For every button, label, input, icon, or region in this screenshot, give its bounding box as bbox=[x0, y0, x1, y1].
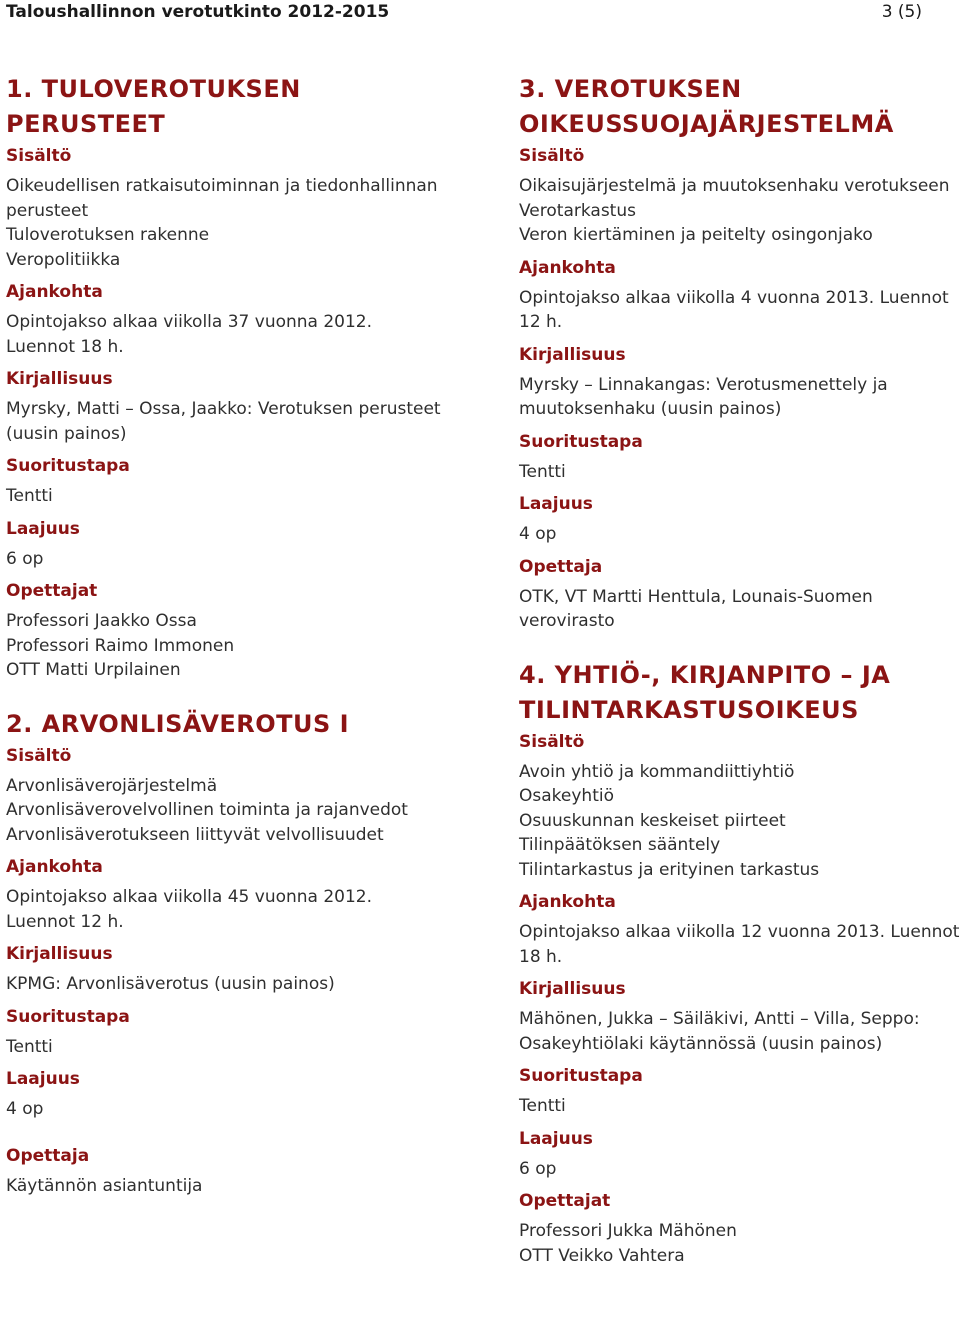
label-kirjallisuus: Kirjallisuus bbox=[519, 979, 626, 999]
opettajat-list bbox=[6, 609, 442, 683]
sisalto-item: Tilinpäätöksen sääntely bbox=[519, 835, 721, 855]
sisalto-item: Osakeyhtiö bbox=[519, 786, 614, 806]
sisalto-item: Arvonlisäverovelvollinen toiminta ja rajanvedot bbox=[6, 800, 408, 820]
label-sisalto: Sisältö bbox=[519, 731, 585, 752]
kirjallisuus-item: Myrsky, Matti – Ossa, Jaakko: Verotuksen perusteet (uusin painos) bbox=[6, 399, 441, 444]
opettaja-item: Professori Jaakko Ossa bbox=[6, 611, 197, 631]
label-ajankohta: Ajankohta bbox=[519, 892, 616, 912]
kirjallisuus-item: Myrsky – Linnakangas: Verotusmenettely ja muutoksenhaku (uusin painos) bbox=[519, 374, 888, 419]
label-sisalto: Sisältö bbox=[6, 146, 72, 166]
document-header-title: Taloushallinnon verotutkinto 2012-2015 bbox=[6, 2, 390, 22]
opettajat-list bbox=[519, 1219, 960, 1268]
course-section-2 bbox=[6, 707, 442, 1199]
label-opettajat: Opettajat bbox=[6, 581, 98, 601]
label-laajuus: Laajuus bbox=[519, 494, 593, 514]
sisalto-item: Tuloverotuksen rakenne bbox=[6, 225, 210, 245]
label-kirjallisuus: Kirjallisuus bbox=[6, 369, 113, 389]
laajuus-text: 6 op bbox=[519, 1158, 557, 1179]
label-opettaja: Opettaja bbox=[6, 1145, 90, 1166]
sisalto-item: Arvonlisäverojärjestelmä bbox=[6, 775, 218, 796]
section-title: 1. TULOVEROTUKSEN PERUSTEET bbox=[6, 75, 301, 138]
course-section-3 bbox=[519, 72, 960, 634]
section-title: 2. ARVONLISÄVEROTUS I bbox=[6, 709, 350, 738]
opettaja-item: Professori Jukka Mähönen bbox=[519, 1221, 737, 1241]
label-sisalto: Sisältö bbox=[6, 745, 72, 766]
suoritustapa-text: Tentti bbox=[519, 461, 566, 482]
opettajat-list bbox=[6, 1174, 442, 1199]
label-suoritustapa: Suoritustapa bbox=[6, 1006, 130, 1027]
sisalto-item: Tilintarkastus ja erityinen tarkastus bbox=[519, 859, 820, 880]
page-number: 3 (5) bbox=[881, 2, 922, 22]
ajankohta-text: Opintojakso alkaa viikolla 4 vuonna 2013. Luennot 12 h. bbox=[519, 287, 949, 332]
opettaja-item: OTT Veikko Vahtera bbox=[519, 1245, 685, 1266]
left-column bbox=[6, 72, 442, 1198]
sisalto-list bbox=[6, 174, 442, 272]
label-kirjallisuus: Kirjallisuus bbox=[6, 944, 113, 964]
label-laajuus: Laajuus bbox=[6, 518, 80, 539]
suoritustapa-text: Tentti bbox=[6, 486, 53, 506]
ajankohta-text: Opintojakso alkaa viikolla 12 vuonna 2013. Luennot 18 h. bbox=[519, 922, 960, 967]
sisalto-item: Veron kiertäminen ja peitelty osingonjako bbox=[519, 225, 873, 245]
sisalto-list bbox=[519, 174, 960, 248]
suoritustapa-text: Tentti bbox=[519, 1096, 566, 1116]
label-ajankohta: Ajankohta bbox=[6, 282, 103, 302]
opettaja-item: OTT Matti Urpilainen bbox=[6, 660, 181, 680]
label-ajankohta: Ajankohta bbox=[6, 857, 103, 877]
suoritustapa-text: Tentti bbox=[6, 1036, 53, 1057]
laajuus-text: 4 op bbox=[519, 524, 557, 544]
sisalto-item: Verotarkastus bbox=[519, 200, 636, 221]
kirjallisuus-list bbox=[519, 373, 960, 422]
label-kirjallisuus: Kirjallisuus bbox=[519, 344, 626, 365]
right-column bbox=[519, 72, 960, 1268]
laajuus-text: 4 op bbox=[6, 1099, 44, 1119]
course-section-4 bbox=[519, 658, 960, 1269]
ajankohta-text: Opintojakso alkaa viikolla 37 vuonna 2012. Luennot 18 h. bbox=[6, 312, 373, 357]
kirjallisuus-list bbox=[6, 397, 442, 446]
label-suoritustapa: Suoritustapa bbox=[519, 431, 643, 452]
opettajat-list bbox=[519, 585, 960, 634]
sisalto-item: Arvonlisäverotukseen liittyvät velvollisuudet bbox=[6, 824, 384, 845]
kirjallisuus-item: KPMG: Arvonlisäverotus (uusin painos) bbox=[6, 974, 335, 994]
sisalto-item: Osuuskunnan keskeiset piirteet bbox=[519, 810, 786, 831]
label-sisalto: Sisältö bbox=[519, 146, 585, 166]
opettaja-item: Professori Raimo Immonen bbox=[6, 635, 235, 656]
kirjallisuus-list bbox=[519, 1007, 960, 1056]
sisalto-item: Veropolitiikka bbox=[6, 249, 121, 270]
opettaja-item: OTK, VT Martti Henttula, Lounais-Suomen verovirasto bbox=[519, 586, 873, 631]
laajuus-text: 6 op bbox=[6, 548, 44, 569]
section-title: 3. VEROTUKSEN OIKEUSSUOJAJÄRJESTELMÄ bbox=[519, 75, 894, 138]
sisalto-item: Avoin yhtiö ja kommandiittiyhtiö bbox=[519, 761, 795, 782]
label-laajuus: Laajuus bbox=[519, 1128, 593, 1149]
opettaja-item: Käytännön asiantuntija bbox=[6, 1175, 203, 1196]
sisalto-item: Oikaisujärjestelmä ja muutoksenhaku verotukseen bbox=[519, 176, 950, 196]
course-section-1 bbox=[6, 72, 442, 683]
ajankohta-text: Opintojakso alkaa viikolla 45 vuonna 2012. Luennot 12 h. bbox=[6, 887, 373, 932]
kirjallisuus-list bbox=[6, 972, 442, 997]
label-opettajat: Opettajat bbox=[519, 1191, 611, 1211]
label-suoritustapa: Suoritustapa bbox=[6, 456, 130, 476]
label-suoritustapa: Suoritustapa bbox=[519, 1066, 643, 1086]
label-ajankohta: Ajankohta bbox=[519, 257, 616, 278]
sisalto-item: Oikeudellisen ratkaisutoiminnan ja tiedonhallinnan perusteet bbox=[6, 176, 438, 221]
sisalto-list bbox=[6, 774, 442, 848]
kirjallisuus-item: Mähönen, Jukka – Säiläkivi, Antti – Villa, Seppo: Osakeyhtiölaki käytännössä (uusin painos) bbox=[519, 1009, 920, 1054]
label-opettaja: Opettaja bbox=[519, 556, 603, 577]
sisalto-list bbox=[519, 760, 960, 883]
label-laajuus: Laajuus bbox=[6, 1069, 80, 1089]
section-title: 4. YHTIÖ-, KIRJANPITO – JA TILINTARKASTUSOIKEUS bbox=[519, 660, 891, 724]
